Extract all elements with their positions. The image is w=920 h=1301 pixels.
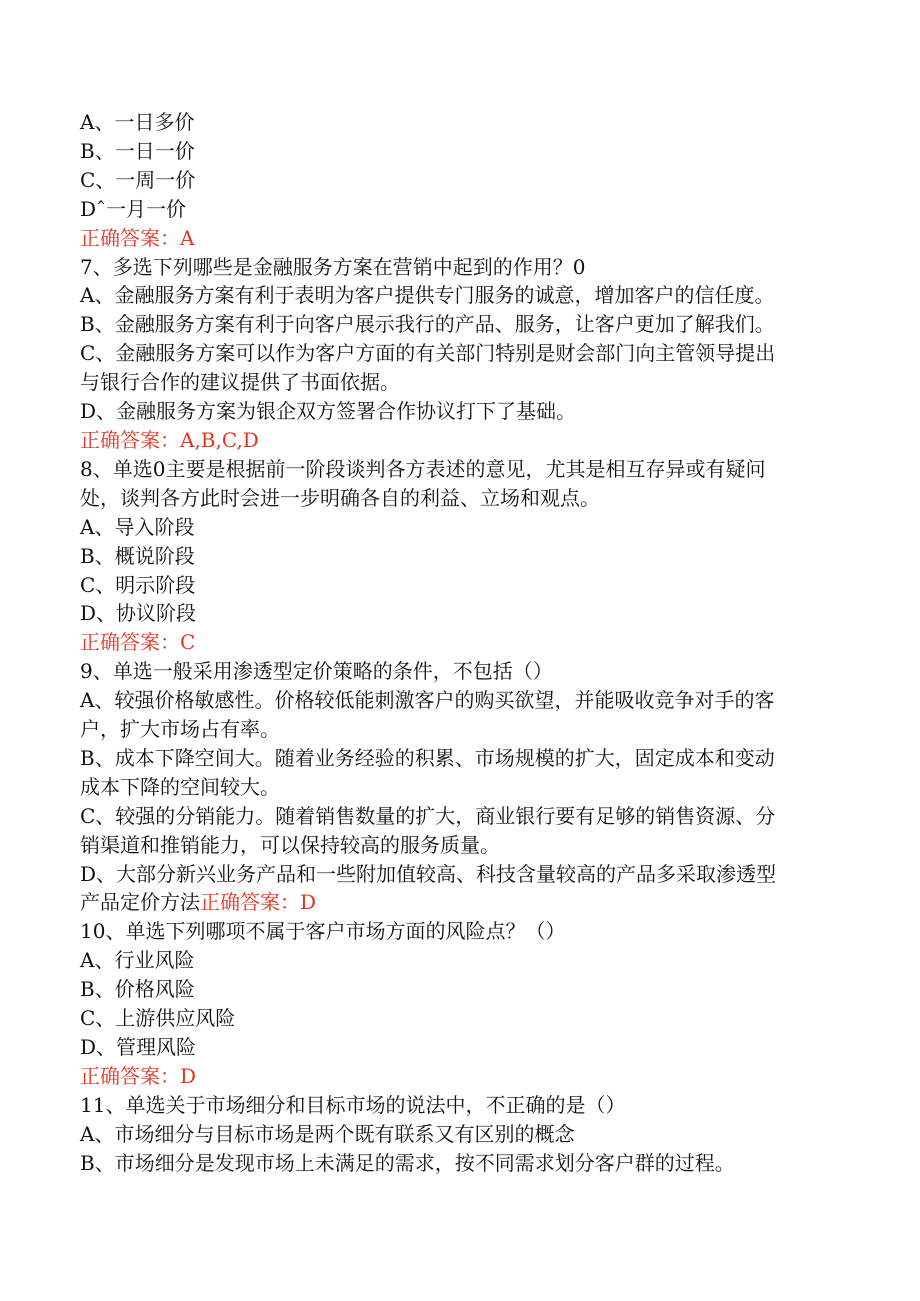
q8-stem: 8、单选0主要是根据前一阶段谈判各方表述的意见，尤其是相互存异或有疑问: [80, 456, 766, 481]
q11-stem: 11、单选关于市场细分和目标市场的说法中，不正确的是（）: [80, 1092, 626, 1117]
q9-option-a: A、较强价格敏感性。价格较低能刺激客户的购买欲望，并能吸收竞争对手的客: [80, 688, 775, 713]
q9-option-c-cont: 销渠道和推销能力，可以保持较高的服务质量。: [80, 832, 500, 857]
q7-option-b: B、金融服务方案有利于向客户展示我行的产品、服务，让客户更加了解我们。: [80, 312, 775, 337]
q10-option-b: B、价格风险: [80, 977, 195, 1002]
q9-option-a-cont: 户，扩大市场占有率。: [80, 717, 280, 742]
q6-option-b: B、一日一价: [80, 138, 195, 163]
q11-option-b: B、市场细分是发现市场上未满足的需求，按不同需求划分客户群的过程。: [80, 1150, 735, 1175]
q9-option-d-tail: 产品定价方法: [80, 890, 200, 915]
q8-answer: 正确答案：C: [80, 630, 196, 655]
q9-option-d-cont: [80, 888, 840, 917]
q7-option-c: C、金融服务方案可以作为客户方面的有关部门特别是财会部门向主管领导提出: [80, 341, 776, 366]
q8-stem-cont: 处，谈判各方此时会进一步明确各自的利益、立场和观点。: [80, 485, 600, 510]
q6-option-a: A、一日多价: [80, 110, 195, 134]
q9-stem: 9、单选一般采用渗透型定价策略的条件，不包括（）: [80, 659, 553, 684]
q8-option-d: D、协议阶段: [80, 601, 197, 626]
q7-stem: 7、多选下列哪些是金融服务方案在营销中起到的作用？0: [80, 254, 586, 279]
q9-option-c: C、较强的分销能力。随着销售数量的扩大，商业银行要有足够的销售资源、分: [80, 803, 776, 828]
q8-option-a: A、导入阶段: [80, 514, 195, 539]
q10-answer: 正确答案：D: [80, 1063, 197, 1088]
q6-option-c: C、一周一价: [80, 167, 196, 192]
q9-option-b-cont: 成本下降的空间较大。: [80, 774, 280, 799]
q10-option-d: D、管理风险: [80, 1035, 197, 1059]
q9-option-d: D、大部分新兴业务产品和一些附加值较高、科技含量较高的产品多采取渗透型: [80, 861, 777, 886]
q9-answer: 正确答案：D: [200, 890, 317, 915]
q8-option-b: B、概说阶段: [80, 543, 195, 568]
q7-answer: 正确答案：A,B,C,D: [80, 427, 259, 452]
q7-option-d: D、金融服务方案为银企双方签署合作协议打下了基础。: [80, 399, 577, 424]
q11-option-a: A、市场细分与目标市场是两个既有联系又有区别的概念: [80, 1121, 575, 1146]
q8-option-c: C、明示阶段: [80, 572, 196, 597]
q10-option-a: A、行业风险: [80, 948, 195, 973]
q6-answer: 正确答案：A: [80, 225, 195, 250]
q10-option-c: C、上游供应风险: [80, 1006, 236, 1031]
q6-option-d: Dˆ一月一价: [80, 196, 187, 221]
q7-option-c-cont: 与银行合作的建议提供了书面依据。: [80, 370, 400, 395]
q7-option-a: A、金融服务方案有利于表明为客户提供专门服务的诚意，增加客户的信任度。: [80, 283, 775, 308]
q9-option-b: B、成本下降空间大。随着业务经验的积累、市场规模的扩大，固定成本和变动: [80, 745, 775, 770]
document-body: [80, 108, 840, 1178]
q10-stem: 10、单选下列哪项不属于客户市场方面的风险点？（）: [80, 919, 566, 944]
